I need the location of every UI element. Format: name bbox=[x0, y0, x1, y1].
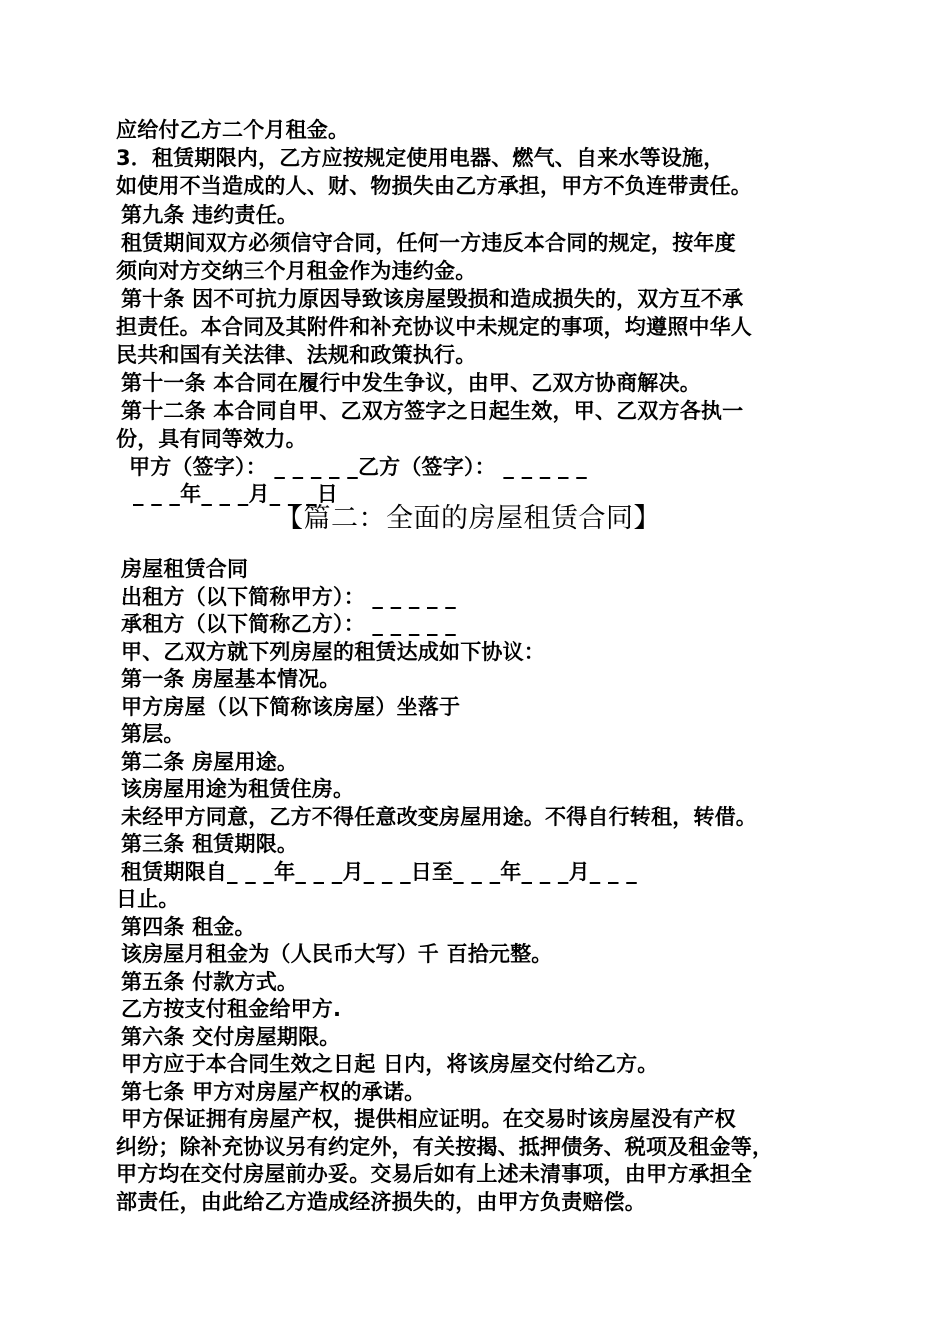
article-heading: 第三条 租赁期限。 bbox=[121, 832, 299, 856]
paragraph-line: 担责任。本合同及其附件和补充协议中未规定的事项，均遵照中华人 bbox=[116, 315, 752, 339]
paragraph-line: 甲方保证拥有房屋产权，提供相应证明。在交易时该房屋没有产权 bbox=[121, 1107, 736, 1131]
paragraph-line: 民共和国有关法律、法规和政策执行。 bbox=[116, 343, 477, 367]
paragraph-line: 3．租赁期限内，乙方应按规定使用电器、燃气、自来水等设施， bbox=[116, 146, 725, 170]
contract-title: 房屋租赁合同 bbox=[121, 557, 249, 581]
paragraph-line: 甲方应于本合同生效之日起 日内，将该房屋交付给乙方。 bbox=[121, 1052, 659, 1076]
article-heading: 第七条 甲方对房屋产权的承诺。 bbox=[121, 1080, 426, 1104]
paragraph-line: 甲方房屋（以下简称该房屋）坐落于 bbox=[121, 695, 461, 719]
signature-line: 甲方（签字）： _ _ _ _ _乙方（签字）： _ _ _ _ _ bbox=[129, 455, 587, 479]
paragraph-line: 该房屋月租金为（人民币大写）千 百拾元整。 bbox=[121, 942, 553, 966]
article-heading: 第二条 房屋用途。 bbox=[121, 750, 299, 774]
paragraph-line: 日止。 bbox=[116, 887, 180, 911]
paragraph-line: 第十二条 本合同自甲、乙双方签字之日起生效，甲、乙双方各执一 bbox=[121, 399, 744, 423]
paragraph-line: 须向对方交纳三个月租金作为违约金。 bbox=[116, 259, 477, 283]
paragraph-line: 第十一条 本合同在履行中发生争议，由甲、乙双方协商解决。 bbox=[121, 371, 701, 395]
paragraph-line: 部责任，由此给乙方造成经济损失的，由甲方负责赔偿。 bbox=[116, 1190, 646, 1214]
paragraph-line: 份，具有同等效力。 bbox=[116, 427, 307, 451]
paragraph-line: 出租方（以下简称甲方）： _ _ _ _ _ bbox=[121, 585, 456, 609]
date-line: _ _ _年_ _ _月_ _ _日 bbox=[133, 482, 338, 506]
paragraph-line: 租赁期限自_ _ _年_ _ _月_ _ _日至_ _ _年_ _ _月_ _ _ bbox=[121, 860, 637, 884]
paragraph-line: 纠纷；除补充协议另有约定外，有关按揭、抵押债务、税项及租金等， bbox=[116, 1135, 774, 1159]
paragraph-line: 甲方均在交付房屋前办妥。交易后如有上述未清事项，由甲方承担全 bbox=[116, 1162, 752, 1186]
article-heading: 第六条 交付房屋期限。 bbox=[121, 1025, 341, 1049]
article-heading: 第一条 房屋基本情况。 bbox=[121, 667, 341, 691]
paragraph-line: 如使用不当造成的人、财、物损失由乙方承担，甲方不负连带责任。 bbox=[116, 174, 752, 198]
paragraph-line: 甲、乙双方就下列房屋的租赁达成如下协议： bbox=[121, 640, 545, 664]
article-heading: 第四条 租金。 bbox=[121, 915, 256, 939]
paragraph-line: 第十条 因不可抗力原因导致该房屋毁损和造成损失的，双方互不承 bbox=[121, 287, 744, 311]
article-heading: 第九条 违约责任。 bbox=[121, 203, 299, 227]
section-title: 【篇二：全面的房屋租赁合同】 bbox=[276, 503, 661, 534]
paragraph-line: 未经甲方同意，乙方不得任意改变房屋用途。不得自行转租，转借。 bbox=[121, 805, 757, 829]
paragraph-line: 第层。 bbox=[121, 722, 185, 746]
paragraph-line: 应给付乙方二个月租金。 bbox=[116, 118, 350, 142]
paragraph-line: 该房屋用途为租赁住房。 bbox=[121, 777, 355, 801]
paragraph-line: 乙方按支付租金给甲方. bbox=[121, 997, 342, 1021]
paragraph-line: 租赁期间双方必须信守合同，任何一方违反本合同的规定，按年度 bbox=[121, 231, 736, 255]
paragraph-line: 承租方（以下简称乙方）： _ _ _ _ _ bbox=[121, 612, 456, 636]
article-heading: 第五条 付款方式。 bbox=[121, 970, 299, 994]
